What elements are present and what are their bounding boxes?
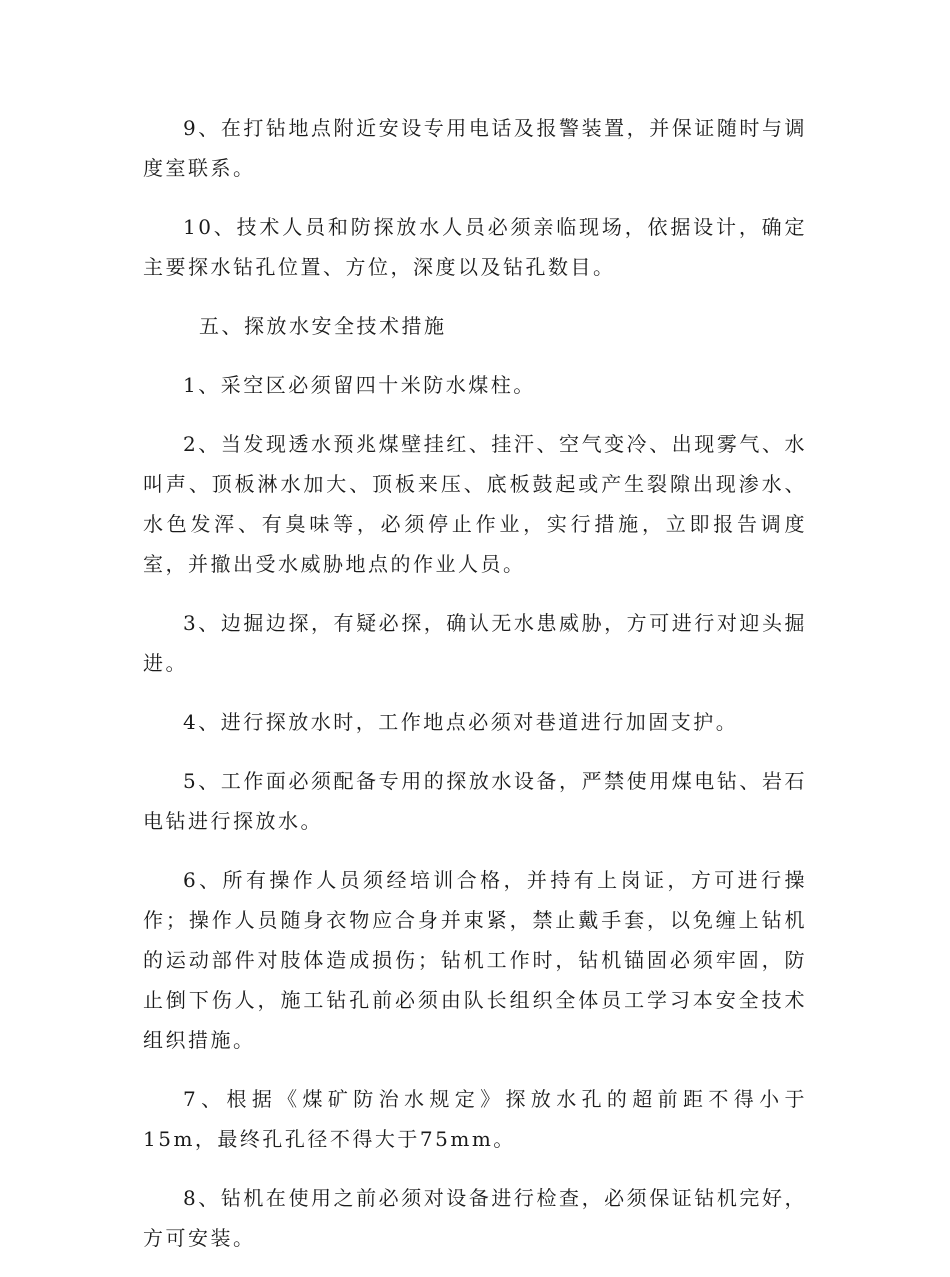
- paragraph-item-6: 6、所有操作人员须经培训合格，并持有上岗证，方可进行操作；操作人员随身衣物应合身并束紧，禁止戴手套，以免缠上钻机的运动部件对肢体造成损伤；钻机工作时，钻机锚固必须牢固，防止倒下伤人，施工钻孔前必须由队长组织全体员工学习本安全技术组织措施。: [143, 868, 807, 1052]
- paragraph-item-8: 8、钻机在使用之前必须对设备进行检查，必须保证钻机完好，方可安装。: [143, 1186, 807, 1250]
- document-body: [143, 108, 807, 1277]
- paragraph-item-3: 3、边掘边探，有疑必探，确认无水患威胁，方可进行对迎头掘进。: [143, 611, 807, 675]
- paragraph-item-7: 7、根据《煤矿防治水规定》探放水孔的超前距不得小于15m，最终孔孔径不得大于75mm。: [143, 1087, 807, 1151]
- paragraph-item-10: 10、技术人员和防探放水人员必须亲临现场，依据设计，确定主要探水钻孔位置、方位，深度以及钻孔数目。: [143, 215, 807, 279]
- section-heading: 五、探放水安全技术措施: [199, 314, 447, 338]
- paragraph-item-1: 1、采空区必须留四十米防水煤柱。: [183, 373, 536, 397]
- paragraph-item-9: 9、在打钻地点附近安设专用电话及报警装置，并保证随时与调度室联系。: [143, 116, 807, 180]
- paragraph-item-5: 5、工作面必须配备专用的探放水设备，严禁使用煤电钻、岩石电钻进行探放水。: [143, 769, 807, 833]
- paragraph-item-4: 4、进行探放水时，工作地点必须对巷道进行加固支护。: [183, 710, 739, 734]
- paragraph-item-2: 2、当发现透水预兆煤壁挂红、挂汗、空气变冷、出现雾气、水叫声、顶板淋水加大、顶板来压、底板鼓起或产生裂隙出现渗水、水色发浑、有臭味等，必须停止作业，实行措施，立即报告调度室，并撤出受水威胁地点的作业人员。: [143, 432, 807, 576]
